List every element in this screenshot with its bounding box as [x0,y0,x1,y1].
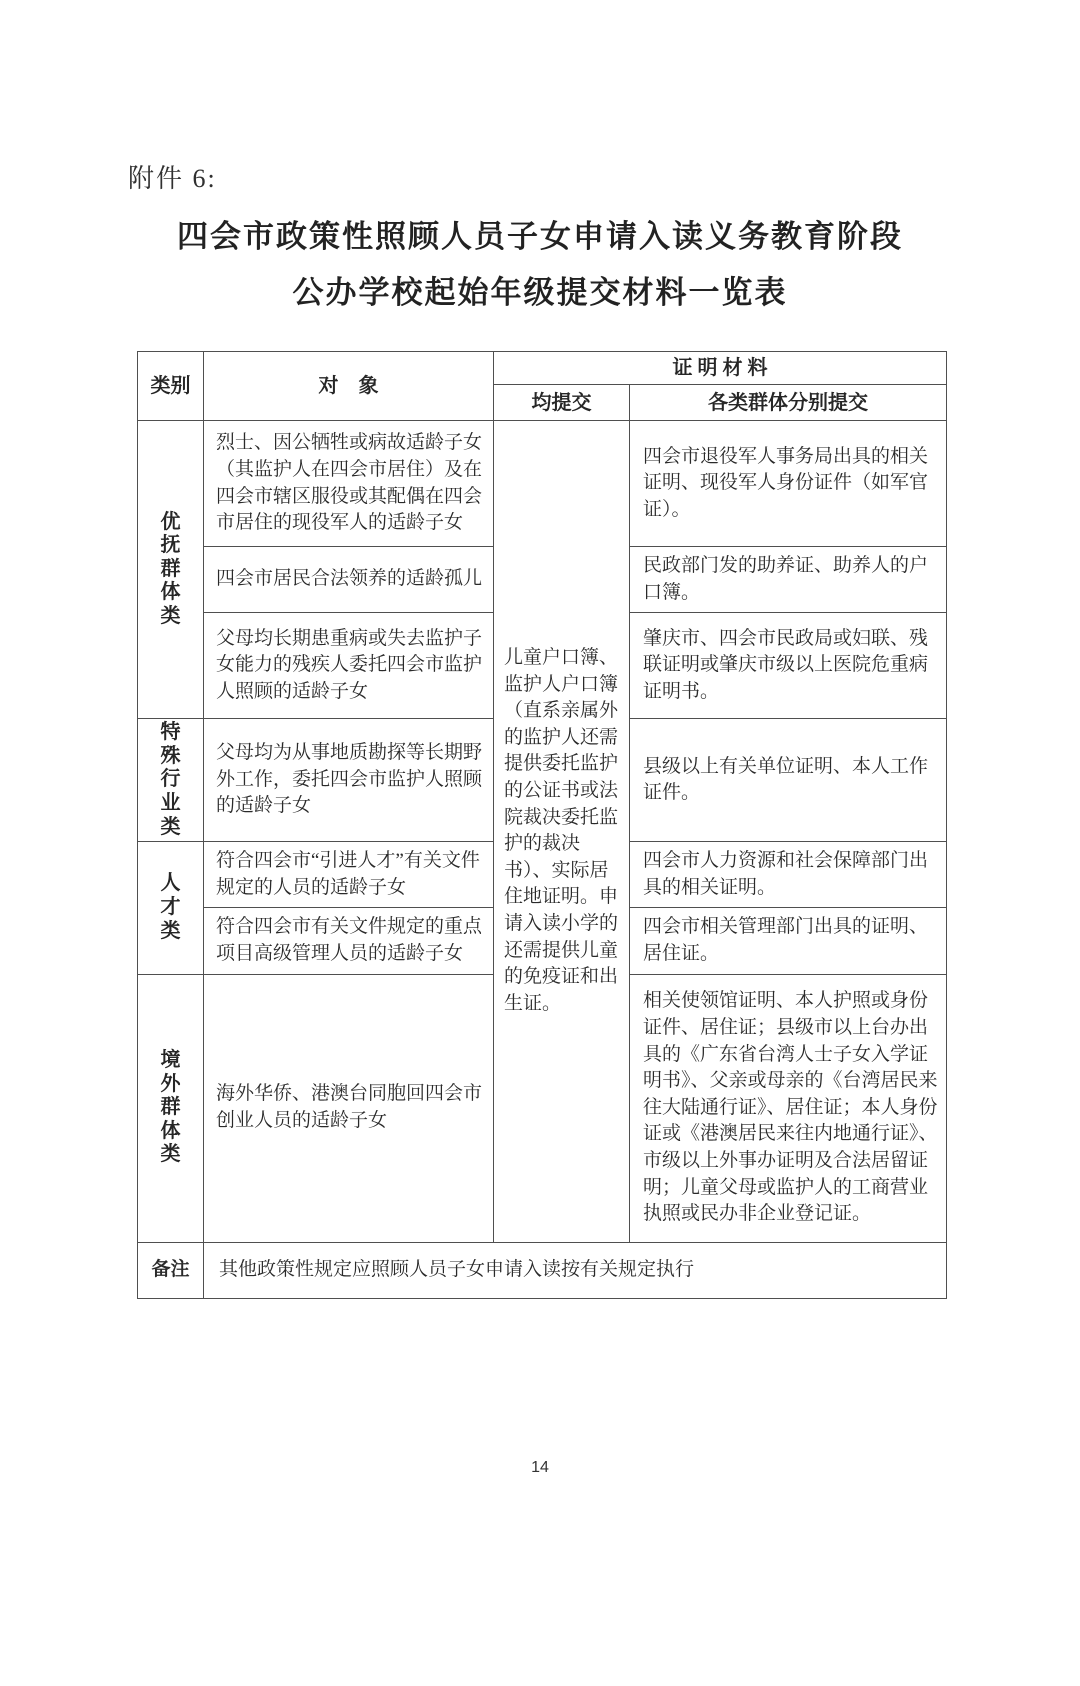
remark-text: 其他政策性规定应照顾人员子女申请入读按有关规定执行 [204,1242,947,1298]
group-materials-cell: 相关使领馆证明、本人护照或身份证件、居住证；县级市以上台办出具的《广东省台湾人士子女入学证明书》、父亲或母亲的《台湾居民来往大陆通行证》、居住证；本人身份证或《港澳居民来往内地通行证》、市级以上外事办证明及合法居留证明；儿童父母或监护人的工商营业执照或民办非企业登记证。 [630,974,947,1242]
object-cell: 烈士、因公牺牲或病故适龄子女（其监护人在四会市居住）及在四会市辖区服役或其配偶在四会市居住的现役军人的适龄子女 [204,421,494,547]
object-cell: 符合四会市“引进人才”有关文件规定的人员的适龄子女 [204,842,494,908]
category-label: 优抚群体类 [160,510,181,627]
object-cell: 四会市居民合法领养的适龄孤儿 [204,547,494,613]
category-cell-teshu [138,719,204,842]
document-title-line1: 四会市政策性照顾人员子女申请入读义务教育阶段 [177,219,903,254]
category-cell-rencai [138,842,204,974]
remark-label: 备注 [138,1242,204,1298]
header-group-submit: 各类群体分别提交 [630,385,947,421]
document-title-line2: 公办学校起始年级提交材料一览表 [292,275,788,310]
header-materials: 证 明 材 料 [494,352,947,385]
object-cell: 符合四会市有关文件规定的重点项目高级管理人员的适龄子女 [204,908,494,974]
category-label: 境外群体类 [160,1049,181,1166]
group-materials-cell: 肇庆市、四会市民政局或妇联、残联证明或肇庆市级以上医院危重病证明书。 [630,613,947,719]
table-row [138,421,947,547]
header-category: 类别 [138,352,204,421]
group-materials-cell: 四会市相关管理部门出具的证明、居住证。 [630,908,947,974]
group-materials-cell: 四会市退役军人事务局出具的相关证明、现役军人身份证件（如军官证）。 [630,421,947,547]
remark-row [138,1242,947,1298]
object-cell: 父母均为从事地质勘探等长期野外工作，委托四会市监护人照顾的适龄子女 [204,719,494,842]
category-cell-jingwai [138,974,204,1242]
attachment-label: 附件 6: [128,164,217,193]
group-materials-cell: 民政部门发的助养证、助养人的户口簿。 [630,547,947,613]
header-all-submit: 均提交 [494,385,630,421]
page-number: 14 [531,1458,549,1476]
category-cell-youfu [138,421,204,719]
category-label: 人才类 [160,872,181,942]
group-materials-cell: 四会市人力资源和社会保障部门出具的相关证明。 [630,842,947,908]
category-label: 特殊行业类 [160,721,181,838]
group-materials-cell: 县级以上有关单位证明、本人工作证件。 [630,719,947,842]
document-title [0,209,1080,321]
materials-table [137,351,947,1299]
object-cell: 海外华侨、港澳台同胞回四会市创业人员的适龄子女 [204,974,494,1242]
object-cell: 父母均长期患重病或失去监护子女能力的残疾人委托四会市监护人照顾的适龄子女 [204,613,494,719]
header-object: 对 象 [204,352,494,421]
all-submit-cell: 儿童户口簿、监护人户口簿（直系亲属外的监护人还需提供委托监护的公证书或法院裁决委托监护的裁决书）、实际居住地证明。申请入读小学的还需提供儿童的免疫证和出生证。 [494,421,630,1243]
